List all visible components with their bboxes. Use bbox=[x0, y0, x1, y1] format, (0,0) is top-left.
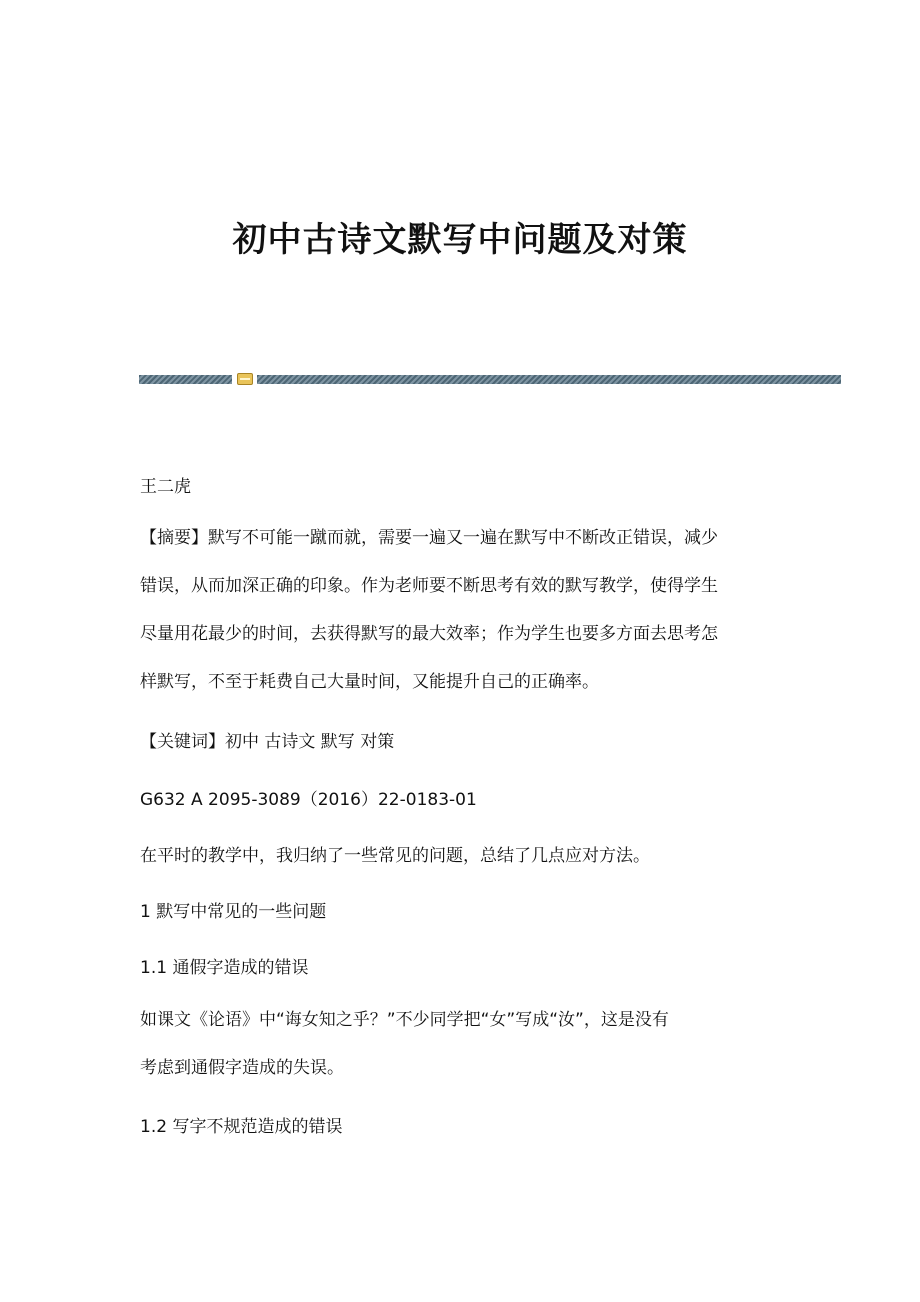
section-heading-1-2: 1.2 写字不规范造成的错误 bbox=[140, 1117, 343, 1137]
keywords-text: 初中 古诗文 默写 对策 bbox=[225, 732, 395, 752]
classification-code: G632 A 2095-3089（2016）22-0183-01 bbox=[140, 790, 477, 810]
abstract bbox=[140, 514, 780, 706]
author-name: 王二虎 bbox=[140, 477, 191, 497]
abstract-line: 错误，从而加深正确的印象。作为老师要不断思考有效的默写教学，使得学生 bbox=[140, 576, 718, 596]
abstract-line: 样默写，不至于耗费自己大量时间，又能提升自己的正确率。 bbox=[140, 672, 599, 692]
keywords bbox=[140, 727, 394, 752]
paper-title: 初中古诗文默写中问题及对策 bbox=[232, 220, 688, 260]
paragraph-line: 如课文《论语》中“诲女知之乎？”不少同学把“女”写成“汝”，这是没有 bbox=[140, 1010, 669, 1030]
scroll-ornament-icon bbox=[237, 373, 253, 385]
abstract-label: 【摘要】 bbox=[140, 528, 208, 548]
intro-paragraph: 在平时的教学中，我归纳了一些常见的问题，总结了几点应对方法。 bbox=[140, 846, 650, 866]
paragraph-line: 考虑到通假字造成的失误。 bbox=[140, 1058, 344, 1078]
keywords-label: 【关键词】 bbox=[140, 732, 225, 752]
section-heading-1: 1 默写中常见的一些问题 bbox=[140, 902, 327, 922]
divider-bar-left bbox=[139, 375, 232, 384]
abstract-line: 尽量用花最少的时间，去获得默写的最大效率；作为学生也要多方面去思考怎 bbox=[140, 624, 718, 644]
title-divider bbox=[139, 375, 841, 384]
divider-bar-right bbox=[257, 375, 841, 384]
section-1-1-paragraph bbox=[140, 996, 780, 1092]
abstract-line: 【摘要】默写不可能一蹴而就，需要一遍又一遍在默写中不断改正错误，减少 bbox=[140, 528, 718, 548]
section-heading-1-1: 1.1 通假字造成的错误 bbox=[140, 958, 309, 978]
